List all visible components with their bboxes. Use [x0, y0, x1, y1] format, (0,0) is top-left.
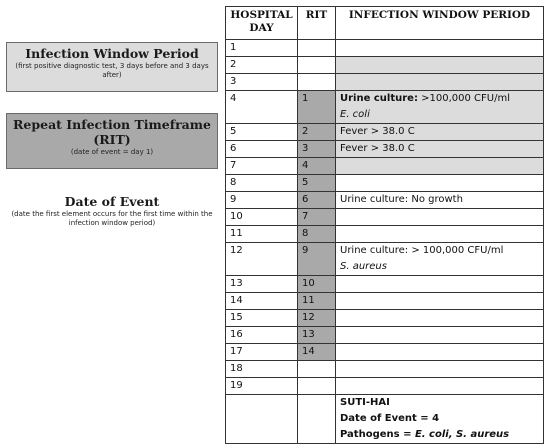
iwp-cell: Fever > 38.0 C: [336, 141, 544, 158]
legend-iwp-note: (first positive diagnostic test, 3 days before and 3 days after): [15, 62, 209, 79]
rit-cell: 5: [298, 175, 336, 192]
table-row: [226, 91, 544, 124]
legend-repeat-infection-timeframe: [6, 113, 218, 169]
day-cell: 2: [226, 57, 298, 74]
table-row: [226, 293, 544, 310]
table-row: [226, 310, 544, 327]
iwp-cell: [336, 175, 544, 192]
day-cell: 15: [226, 310, 298, 327]
table-row: [226, 327, 544, 344]
iwp-cell: [336, 91, 544, 124]
legend-doe-note: (date the first element occurs for the first time within the infection window period): [11, 210, 213, 227]
day-cell: 3: [226, 74, 298, 91]
rit-cell: 1: [298, 91, 336, 124]
legend-iwp-title: Infection Window Period: [25, 46, 199, 61]
summary-date-of-event: Date of Event = 4: [340, 413, 440, 424]
rit-cell: 12: [298, 310, 336, 327]
day-cell: 11: [226, 226, 298, 243]
legend-date-of-event: [6, 194, 218, 228]
table-row: [226, 74, 544, 91]
table-row: [226, 209, 544, 226]
day-cell: 14: [226, 293, 298, 310]
rit-cell: 8: [298, 226, 336, 243]
day-cell: 1: [226, 40, 298, 57]
iwp-cell: [336, 158, 544, 175]
rit-cell: [298, 74, 336, 91]
day-cell: 18: [226, 361, 298, 378]
day-cell: 13: [226, 276, 298, 293]
table-row: [226, 276, 544, 293]
iwp-pathogen: E. coli: [340, 109, 370, 120]
table-row: [226, 57, 544, 74]
day-cell: 7: [226, 158, 298, 175]
day-cell: 5: [226, 124, 298, 141]
table-row: [226, 361, 544, 378]
rit-cell: 4: [298, 158, 336, 175]
rit-cell: [298, 57, 336, 74]
table-row: [226, 158, 544, 175]
iwp-cell: [336, 344, 544, 361]
iwp-cell: [336, 310, 544, 327]
summary-infection-type: SUTI-HAI: [340, 397, 390, 408]
rit-cell: 7: [298, 209, 336, 226]
rit-cell: [298, 395, 336, 444]
rit-cell: [298, 378, 336, 395]
iwp-cell: [336, 243, 544, 276]
day-cell: 9: [226, 192, 298, 209]
iwp-pathogen: S. aureus: [340, 261, 387, 272]
summary-row: [226, 395, 544, 444]
rit-cell: 6: [298, 192, 336, 209]
iwp-text: >100,000 CFU/ml: [417, 93, 510, 104]
header-infection-window-period: INFECTION WINDOW PERIOD: [336, 7, 544, 40]
iwp-text: Urine culture: > 100,000 CFU/ml: [340, 245, 504, 256]
table-row: [226, 175, 544, 192]
iwp-cell: [336, 327, 544, 344]
day-cell: 6: [226, 141, 298, 158]
table-row: [226, 40, 544, 57]
iwp-cell: [336, 293, 544, 310]
rit-cell: 14: [298, 344, 336, 361]
header-rit: RIT: [298, 7, 336, 40]
legend-rit-note: (date of event = day 1): [70, 148, 154, 156]
rit-cell: [298, 40, 336, 57]
legend-infection-window-period: [6, 42, 218, 92]
day-cell: [226, 395, 298, 444]
iwp-cell: Urine culture: No growth: [336, 192, 544, 209]
iwp-cell: [336, 40, 544, 57]
iwp-cell: [336, 226, 544, 243]
day-cell: 4: [226, 91, 298, 124]
iwp-cell: [336, 361, 544, 378]
table-row: [226, 378, 544, 395]
summary-pathogens-value: E. coli, S. aureus: [414, 429, 510, 440]
table-row: [226, 124, 544, 141]
rit-cell: 11: [298, 293, 336, 310]
legend-rit-title: Repeat Infection Timeframe (RIT): [13, 117, 211, 147]
iwp-cell: Fever > 38.0 C: [336, 124, 544, 141]
summary-cell: [336, 395, 544, 444]
iwp-text-bold: Urine culture:: [340, 93, 418, 104]
rit-cell: 3: [298, 141, 336, 158]
header-hospital-day: HOSPITAL DAY: [226, 7, 298, 40]
day-cell: 17: [226, 344, 298, 361]
table-row: [226, 141, 544, 158]
rit-cell: 9: [298, 243, 336, 276]
day-cell: 12: [226, 243, 298, 276]
rit-cell: [298, 361, 336, 378]
iwp-cell: [336, 57, 544, 74]
table-row: [226, 192, 544, 209]
iwp-cell: [336, 209, 544, 226]
rit-cell: 2: [298, 124, 336, 141]
iwp-cell: [336, 378, 544, 395]
iwp-cell: [336, 276, 544, 293]
day-cell: 16: [226, 327, 298, 344]
table-row: [226, 344, 544, 361]
table-header-row: [226, 7, 544, 40]
iwp-cell: [336, 74, 544, 91]
infection-timeline-table: [225, 6, 544, 444]
summary-pathogens-label: Pathogens =: [340, 429, 415, 440]
table-row: [226, 226, 544, 243]
legend-doe-title: Date of Event: [64, 194, 160, 209]
day-cell: 19: [226, 378, 298, 395]
day-cell: 10: [226, 209, 298, 226]
table-row: [226, 243, 544, 276]
rit-cell: 10: [298, 276, 336, 293]
day-cell: 8: [226, 175, 298, 192]
rit-cell: 13: [298, 327, 336, 344]
